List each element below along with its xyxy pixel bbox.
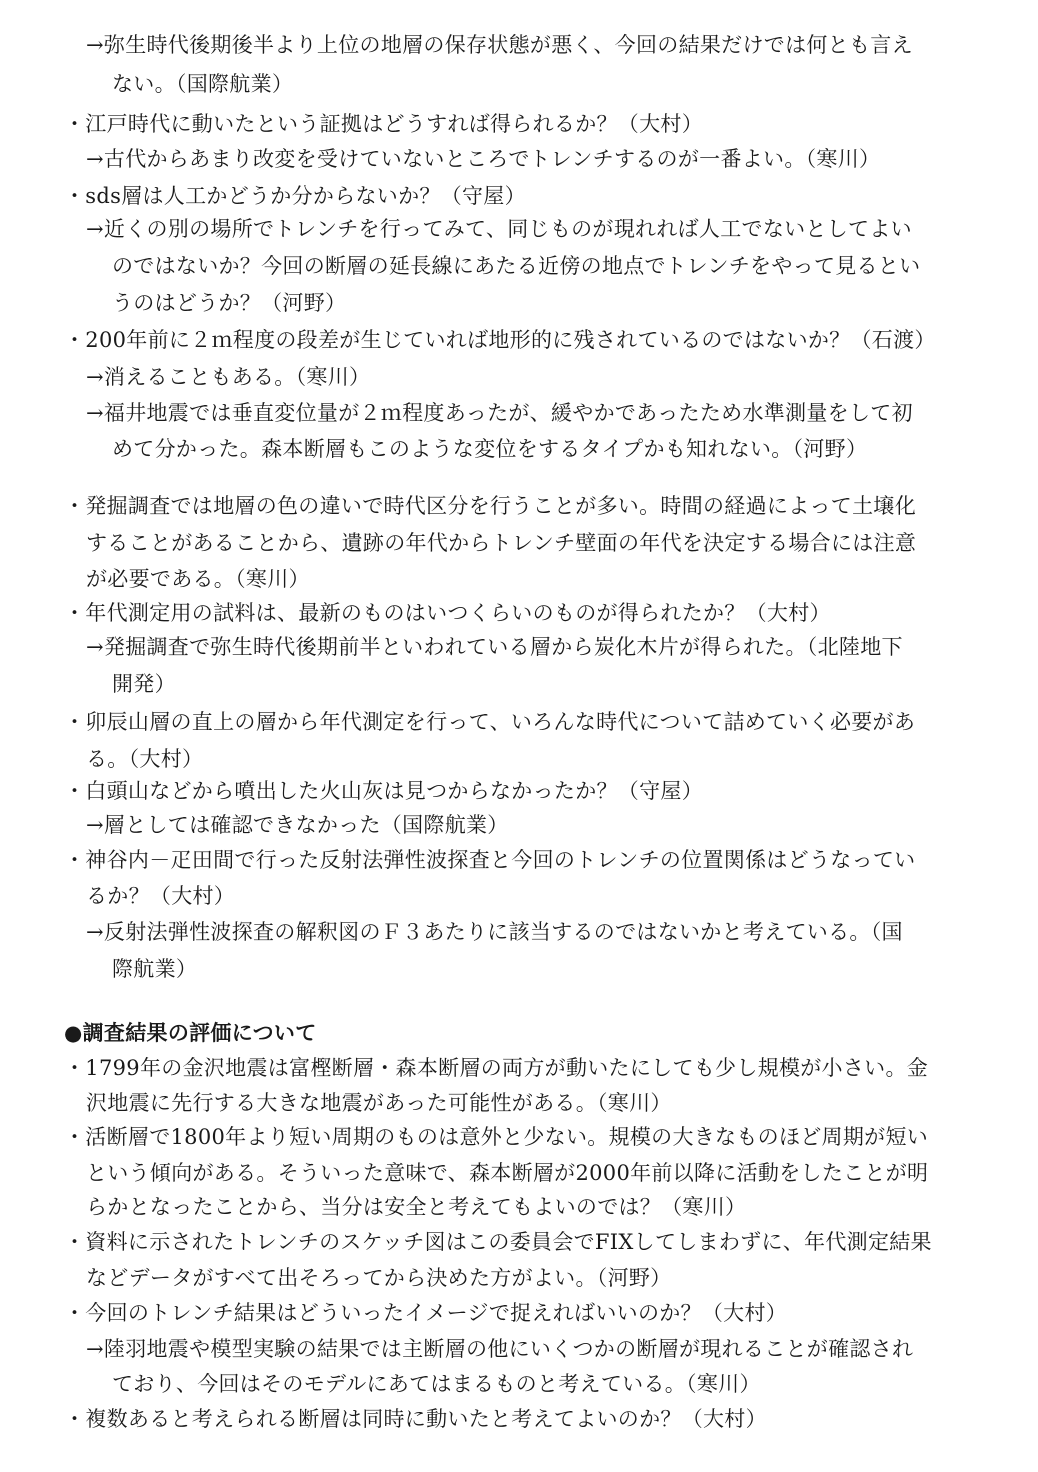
text-line: ・資料に示されたトレンチのスケッチ図はこの委員会でFIXしてしまわずに、年代測定結果: [64, 1230, 932, 1254]
text-line: が必要である。（寒川）: [86, 567, 310, 591]
text-line: ない。（国際航業）: [112, 72, 294, 96]
text-line: →層としては確認できなかった（国際航業）: [86, 813, 509, 837]
text-line: 際航業）: [112, 957, 198, 981]
text-line: ・今回のトレンチ結果はどういったイメージで捉えればいいのか？（大村）: [64, 1301, 788, 1325]
text-line: ・卯辰山層の直上の層から年代測定を行って、いろんな時代について詰めていく必要があ: [64, 710, 916, 734]
text-line: →発掘調査で弥生時代後期前半といわれている層から炭化木片が得られた。（北陸地下: [86, 635, 903, 659]
text-line: るか？（大村）: [86, 884, 236, 908]
text-line: →消えることもある。（寒川）: [86, 365, 371, 389]
text-line: 開発）: [112, 672, 176, 696]
text-line: ・発掘調査では地層の色の違いで時代区分を行うことが多い。時間の経過によって土壌化: [64, 494, 916, 518]
text-line: ・白頭山などから噴出した火山灰は見つからなかったか？（守屋）: [64, 779, 703, 803]
text-line: うのはどうか？（河野）: [112, 291, 347, 315]
text-line: という傾向がある。そういった意味で、森本断層が2000年前以降に活動をしたことが明: [86, 1161, 929, 1185]
text-line: ・1799年の金沢地震は富樫断層・森本断層の両方が動いたにしても少し規模が小さい。金: [64, 1056, 929, 1080]
text-line: 沢地震に先行する大きな地震があった可能性がある。（寒川）: [86, 1091, 672, 1115]
text-line: →弥生時代後期後半より上位の地層の保存状態が悪く、今回の結果だけでは何とも言え: [86, 33, 913, 57]
text-line: ・神谷内－疋田間で行った反射法弾性波探査と今回のトレンチの位置関係はどうなってい: [64, 848, 916, 872]
text-line: →反射法弾性波探査の解釈図のＦ３あたりに該当するのではないかと考えている。（国: [86, 920, 903, 944]
text-line: る。（大村）: [86, 747, 204, 771]
text-line: ・200年前に２ｍ程度の段差が生じていれば地形的に残されているのではないか？（石渡）: [64, 328, 936, 352]
section-heading: ●調査結果の評価について: [64, 1020, 317, 1045]
text-line: ・江戸時代に動いたという証拠はどうすれば得られるか？（大村）: [64, 112, 703, 136]
text-line: →陸羽地震や模型実験の結果では主断層の他にいくつかの断層が現れることが確認され: [86, 1337, 914, 1361]
text-line: ・年代測定用の試料は、最新のものはいつくらいのものが得られたか？（大村）: [64, 601, 831, 625]
text-line: することがあることから、遺跡の年代からトレンチ壁面の年代を決定する場合には注意: [86, 531, 917, 555]
text-line: →近くの別の場所でトレンチを行ってみて、同じものが現れれば人工でないとしてよい: [86, 217, 912, 241]
text-line: ・複数あると考えられる断層は同時に動いたと考えてよいのか？（大村）: [64, 1407, 767, 1431]
text-line: ており、今回はそのモデルにあてはまるものと考えている。（寒川）: [112, 1372, 761, 1396]
text-line: らかとなったことから、当分は安全と考えてもよいのでは？（寒川）: [86, 1195, 747, 1219]
text-line: ・活断層で1800年より短い周期のものは意外と少ない。規模の大きなものほど周期が短い: [64, 1125, 929, 1149]
text-line: のではないか？今回の断層の延長線にあたる近傍の地点でトレンチをやって見るとい: [112, 254, 921, 278]
text-line: などデータがすべて出そろってから決めた方がよい。（河野）: [86, 1266, 672, 1290]
text-line: めて分かった。森本断層もこのような変位をするタイプかも知れない。（河野）: [112, 437, 868, 461]
text-line: ・sds層は人工かどうか分からないか？（守屋）: [64, 184, 526, 208]
text-line: →福井地震では垂直変位量が２ｍ程度あったが、緩やかであったため水準測量をして初: [86, 401, 913, 425]
text-line: →古代からあまり改変を受けていないところでトレンチするのが一番よい。（寒川）: [86, 147, 881, 171]
